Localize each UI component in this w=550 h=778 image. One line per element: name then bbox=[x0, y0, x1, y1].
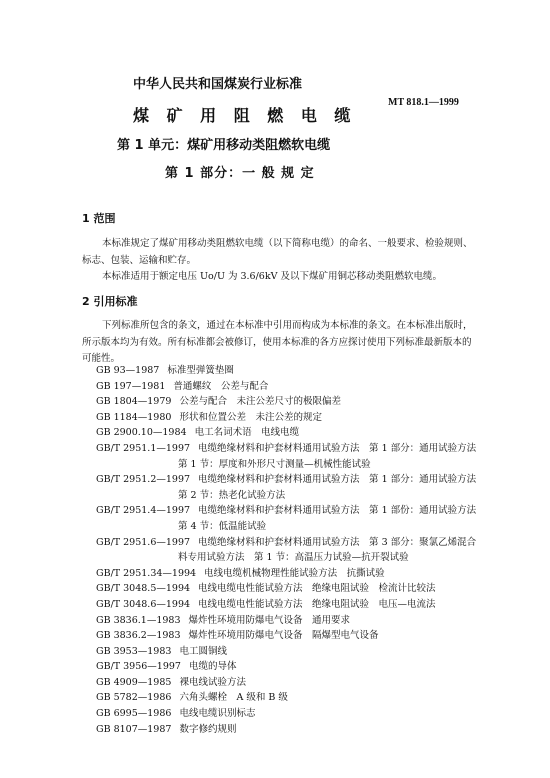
list-item-continuation: 第 2 节：热老化试验方法 bbox=[178, 489, 286, 501]
list-item bbox=[96, 628, 476, 644]
reference-code: GB/T 2951.6—1997 bbox=[96, 536, 191, 548]
scope-paragraph-2: 本标准适用于额定电压 Uo/U 为 3.6/6kV 及以下煤矿用铜芯移动类阻燃软电缆。 bbox=[102, 271, 442, 282]
references-intro: 下列标准所包含的条文，通过在本标准中引用而构成为本标准的条文。在本标准出版时，所示版本均为有效。所有标准都会被修订，使用本标准的各方应探讨使用下列标准最新版本的可能性。 bbox=[82, 320, 473, 364]
reference-title: 六角头螺栓 A 级和 B 级 bbox=[179, 692, 288, 704]
list-item bbox=[96, 644, 476, 660]
scope-paragraph-1: 本标准规定了煤矿用移动类阻燃软电缆（以下简称电缆）的命名、一般要求、检验规则、标志、包装、运输和贮存。 bbox=[82, 238, 473, 266]
reference-code: GB 3836.1—1983 bbox=[96, 614, 181, 626]
list-item bbox=[96, 410, 476, 426]
reference-title: 标准型弹簧垫圈 bbox=[167, 365, 234, 376]
list-item bbox=[96, 472, 476, 488]
reference-code: GB/T 3048.6—1994 bbox=[96, 598, 191, 610]
list-item bbox=[96, 566, 476, 582]
list-item bbox=[96, 363, 476, 379]
standard-number: MT 818.1—1999 bbox=[388, 97, 459, 108]
reference-title: 形状和位置公差 未注公差的规定 bbox=[179, 411, 322, 423]
reference-code: GB/T 3048.5—1994 bbox=[96, 583, 191, 595]
reference-code: GB/T 2951.4—1997 bbox=[96, 505, 191, 517]
list-item bbox=[96, 425, 476, 441]
list-item bbox=[96, 613, 476, 629]
list-item-continuation: 第 1 节：厚度和外形尺寸测量—机械性能试验 bbox=[178, 458, 371, 470]
reference-title: 普通螺纹 公差与配合 bbox=[173, 380, 269, 392]
list-item bbox=[96, 597, 476, 613]
reference-title: 爆炸性环境用防爆电气设备 通用要求 bbox=[188, 614, 351, 626]
reference-code: GB 1804—1979 bbox=[96, 396, 172, 408]
reference-title: 电线电缆电性能试验方法 绝缘电阻试验 检流计比较法 bbox=[198, 583, 436, 595]
list-item bbox=[96, 706, 476, 722]
reference-title: 电线电缆机械物理性能试验方法 抗撕试验 bbox=[204, 567, 385, 579]
reference-title: 电缆绝缘材料和护套材料通用试验方法 第 1 部分：通用试验方法 bbox=[198, 442, 477, 454]
reference-title: 电缆绝缘材料和护套材料通用试验方法 第 3 部分：聚氯乙烯混合 bbox=[198, 536, 477, 548]
list-item bbox=[96, 503, 476, 519]
list-item-continuation: 料专用试验方法 第 1 节：高温压力试验—抗开裂试验 bbox=[178, 552, 409, 564]
industry-standard-heading: 中华人民共和国煤炭行业标准 bbox=[133, 77, 303, 92]
reference-code: GB/T 2951.2—1997 bbox=[96, 474, 191, 486]
reference-code: GB 8107—1987 bbox=[96, 723, 172, 735]
reference-title: 公差与配合 未注公差尺寸的极限偏差 bbox=[179, 396, 341, 408]
section-references-heading: 2 引用标准 bbox=[82, 295, 138, 308]
reference-code: GB 93—1987 bbox=[96, 365, 160, 376]
reference-title: 数字修约规则 bbox=[179, 723, 237, 735]
reference-code: GB 6995—1986 bbox=[96, 708, 172, 720]
unit-heading: 第 1 单元：煤矿用移动类阻燃软电缆 bbox=[117, 138, 331, 153]
reference-code: GB/T 2951.1—1997 bbox=[96, 442, 191, 454]
list-item bbox=[96, 659, 476, 675]
list-item bbox=[96, 441, 476, 457]
reference-title: 裸电线试验方法 bbox=[179, 676, 246, 688]
reference-title: 电缆绝缘材料和护套材料通用试验方法 第 1 部份：通用试验方法 bbox=[198, 505, 477, 517]
reference-code: GB 2900.10—1984 bbox=[96, 427, 187, 439]
reference-list bbox=[96, 363, 476, 737]
list-item-continuation: 第 4 节：低温能试验 bbox=[178, 520, 267, 532]
list-item bbox=[96, 581, 476, 597]
reference-title: 电线电缆电性能试验方法 绝缘电阻试验 电压—电流法 bbox=[198, 598, 436, 610]
document-title: 煤 矿 用 阻 燃 电 缆 bbox=[133, 106, 357, 125]
reference-title: 电工圆铜线 bbox=[179, 645, 227, 657]
section-scope-heading: 1 范围 bbox=[82, 212, 116, 225]
reference-code: GB 3836.2—1983 bbox=[96, 630, 181, 642]
reference-title: 电缆的导体 bbox=[188, 661, 237, 673]
reference-title: 电缆绝缘材料和护套材料通用试验方法 第 1 部分：通用试验方法 bbox=[198, 474, 477, 486]
reference-code: GB 5782—1986 bbox=[96, 692, 172, 704]
list-item bbox=[96, 675, 476, 691]
reference-title: 电工名词术语 电线电缆 bbox=[194, 427, 300, 439]
reference-title: 爆炸性环境用防爆电气设备 隔爆型电气设备 bbox=[188, 630, 379, 642]
list-item bbox=[96, 722, 476, 738]
list-item bbox=[96, 394, 476, 410]
reference-code: GB 1184—1980 bbox=[96, 411, 172, 423]
reference-code: GB 3953—1983 bbox=[96, 645, 172, 657]
list-item bbox=[96, 535, 476, 551]
part-heading: 第 1 部分：一 般 规 定 bbox=[165, 166, 315, 181]
reference-code: GB 197—1981 bbox=[96, 380, 166, 392]
reference-title: 电线电缆识别标志 bbox=[179, 708, 256, 720]
reference-code: GB/T 2951.34—1994 bbox=[96, 567, 197, 579]
reference-code: GB 4909—1985 bbox=[96, 676, 172, 688]
list-item bbox=[96, 379, 476, 395]
reference-code: GB/T 3956—1997 bbox=[96, 661, 181, 673]
list-item bbox=[96, 690, 476, 706]
